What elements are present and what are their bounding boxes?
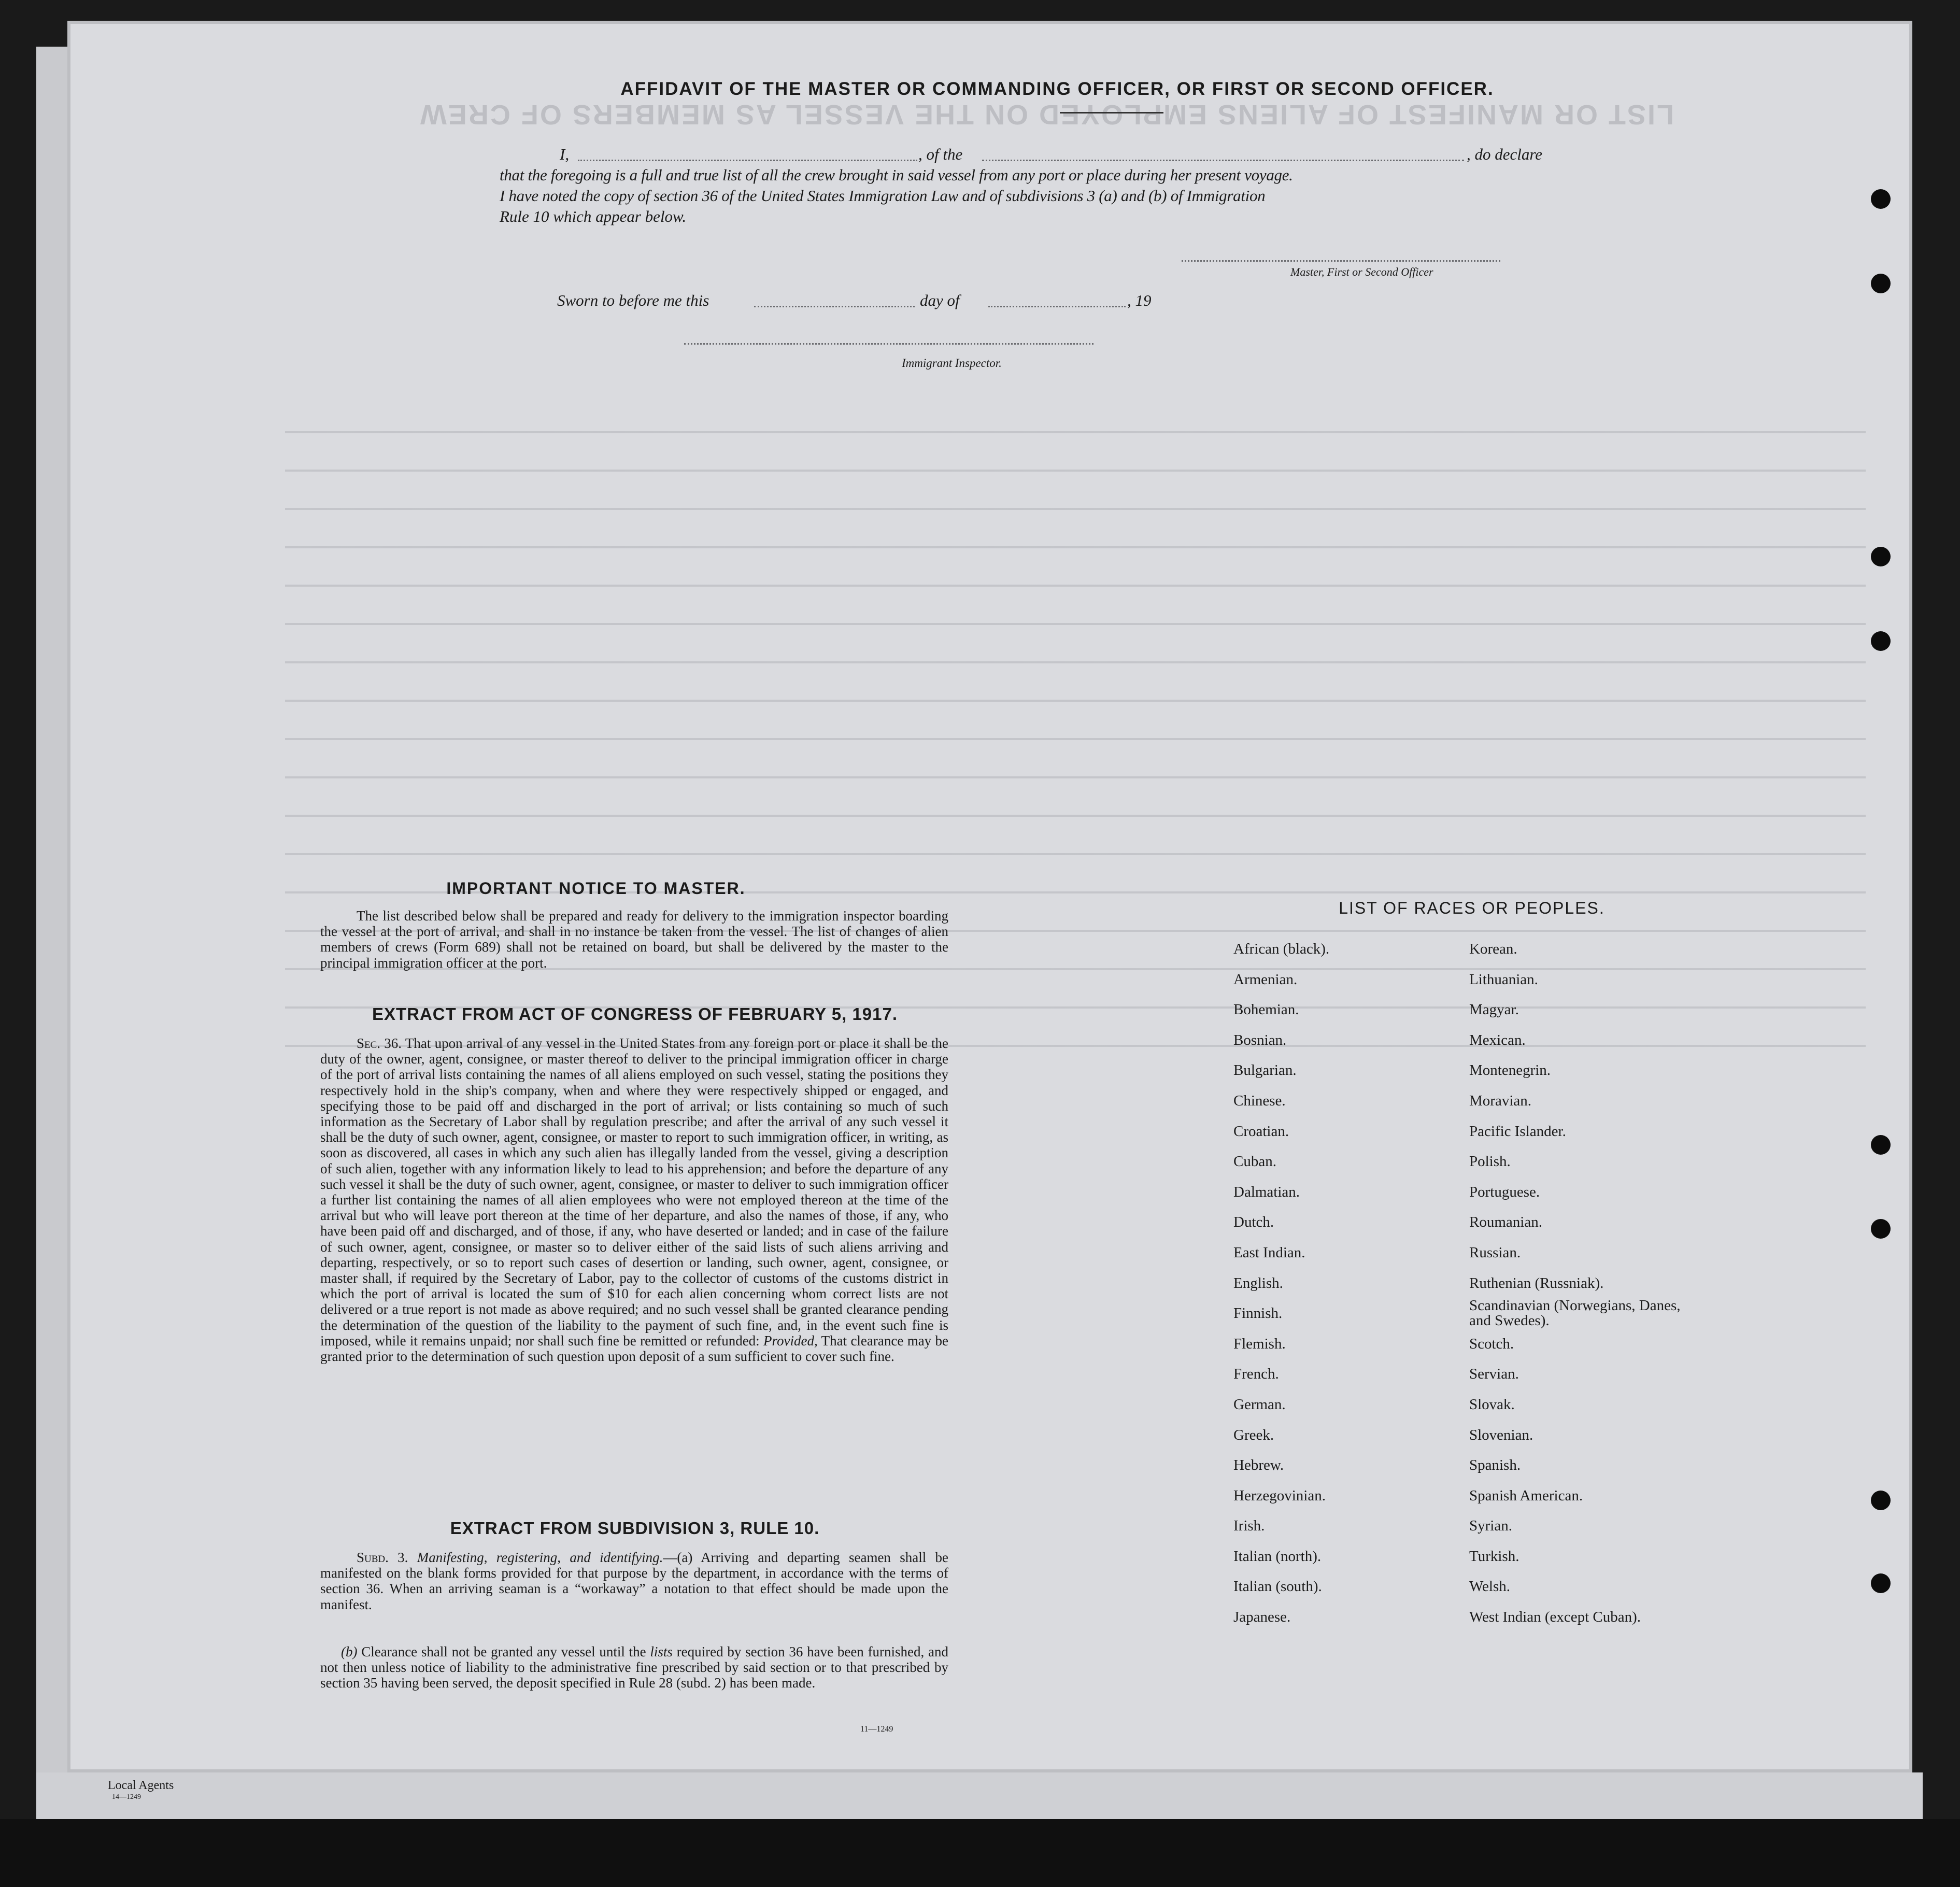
affidavit-i-label: I, [560,145,570,163]
binder-hole [1871,1573,1891,1593]
race-item: Croatian. [1233,1123,1289,1140]
race-item: East Indian. [1233,1244,1305,1261]
race-item: Servian. [1469,1366,1519,1383]
act-title: EXTRACT FROM ACT OF CONGRESS OF FEBRUARY 5, 1917. [372,1004,898,1024]
race-item: Slovak. [1469,1396,1515,1413]
rule-text-b [320,1644,948,1691]
affidavit-line-3: I have noted the copy of section 36 of the United States Immigration Law and of subdivisions 3 (a) and (b) of Immigration [500,187,1266,205]
sworn-month-line [988,306,1126,307]
race-item: Spanish. [1469,1457,1521,1474]
race-item: Cuban. [1233,1153,1276,1170]
rule-a-label: —(a) [663,1550,693,1565]
race-item: Japanese. [1233,1609,1291,1626]
sworn-label: Sworn to before me this [557,291,709,309]
race-item: Dutch. [1233,1214,1274,1231]
affidavit-name-line [578,160,917,161]
act-body-end: That clearance may be granted prior to the determination of such question upon deposit of a sum sufficient to cover such fine. [320,1332,949,1365]
affidavit-vessel-line [982,160,1464,161]
affidavit-title: AFFIDAVIT OF THE MASTER OR COMMANDING OFFICER, OR FIRST OR SECOND OFFICER. [620,79,1494,99]
manifest-page [67,21,1912,1772]
race-item: Slovenian. [1469,1426,1533,1443]
race-item: African (black). [1233,941,1330,957]
inspector-signature-label: Immigrant Inspector. [902,357,1002,370]
scan-border [0,1819,1960,1887]
binder-hole [1871,189,1891,209]
affidavit-do-declare: , do declare [1467,145,1543,163]
race-item: Italian (south). [1233,1578,1322,1595]
race-item: Roumanian. [1469,1214,1542,1231]
race-item: Armenian. [1233,971,1298,988]
race-item: English. [1233,1274,1283,1292]
affidavit-of-the: , of the [918,145,963,163]
binder-hole [1871,1135,1891,1155]
day-of-label: day of [920,291,960,309]
race-item: Bosnian. [1233,1031,1287,1048]
race-item: Korean. [1469,941,1517,957]
race-item: Spanish American. [1469,1487,1583,1504]
race-item: Moravian. [1469,1092,1531,1109]
binder-hole [1871,1219,1891,1239]
rule-text-a [320,1550,948,1612]
race-item: Finnish. [1233,1305,1283,1322]
inspector-signature-line [684,343,1093,345]
race-item: German. [1233,1396,1286,1413]
rule-a-text: Arriving and departing seamen shall be manifested on the blank forms provided for that purpose by the department, in accordance with the terms of section 36. When an arriving seaman is a “workaway” a notation to that effect should be made upon the manifest. [320,1550,949,1612]
bleed-through-header: LIST OR MANIFEST OF ALIENS EMPLOYED ON THE VESSEL AS MEMBERS OF CREW [418,99,1674,130]
race-item: Mexican. [1469,1031,1526,1048]
race-item: Welsh. [1469,1578,1511,1595]
race-item: Pacific Islander. [1469,1123,1566,1140]
race-item: Montenegrin. [1469,1062,1551,1079]
races-left-column [1233,934,1456,1633]
race-item: Turkish. [1469,1548,1519,1565]
race-item: Bulgarian. [1233,1062,1297,1079]
binder-hole [1871,1491,1891,1510]
race-item: Scandinavian (Norwegians, Danes, and Swedes). [1469,1297,1681,1329]
rule-heading: Manifesting, registering, and identifying. [417,1550,663,1565]
rule-title: EXTRACT FROM SUBDIVISION 3, RULE 10. [450,1519,820,1538]
rule-b-lists: lists [650,1644,673,1659]
master-signature-line [1182,260,1500,262]
bottom-sheet-edge [36,1772,1923,1819]
sworn-line [557,291,1179,312]
master-signature-label: Master, First or Second Officer [1290,265,1433,278]
race-item: Hebrew. [1233,1457,1284,1474]
affidavit-line-4: Rule 10 which appear below. [500,207,687,225]
act-sec-label: Sec. 36. [357,1035,402,1051]
race-item: Bohemian. [1233,1001,1299,1018]
races-title: LIST OF RACES OR PEOPLES. [1339,899,1605,917]
race-item: Herzegovinian. [1233,1487,1326,1504]
binder-hole [1871,274,1891,293]
race-item: Italian (north). [1233,1548,1322,1565]
act-body: That upon arrival of any vessel in the United States from any foreign port or place it shall be the duty of the owner, agent, consignee, or master thereof to deliver to the principal immigration officer in charge of the port of arrival lists containing the names of all aliens employed on such vessel, stating the positions they respectively hold in the ship's company, when and where they were respectively shipped or engaged, and specifying those to be paid off and discharged in the port of arrival; or lists containing so much of such information as the Secretary of Labor shall by regulation prescribe; and after the arrival of any such vessel it shall be the duty of such owner, agent, consignee, or master to report to such immigration officer, in writing, as soon as discovered, all cases in which any such alien has illegally landed from the vessel, giving a description of such alien, together with any information likely to lead to his apprehension; and before the departure of any such vessel it shall be the duty of such owner, agent, consignee, or master to deliver to such immigration officer a further list containing the names of all alien employees who were not employed thereon at the time of the arrival but who will leave port thereon at the time of her departure, and also the names of those, if any, who have been paid off and discharged, and of those, if any, who have deserted or landed; and in case of the failure of such owner, agent, consignee, or master so to deliver either of the said lists of such aliens arriving and departing, respectively, or so to report such cases of desertion or landing, such owner, agent, consignee, or master shall, if required by the Secretary of Labor, pay to the collector of customs of the customs district in which the port of arrival is located the sum of $10 for each alien concerning whom correct lists are not delivered or a true report is not made as above required; and no such vessel shall be granted clearance pending the determination of the question of the liability to the payment of such fine, and, in the event such fine is imposed, while it remains unpaid; nor shall such fine be remitted or refunded: [320,1035,949,1349]
race-item: Chinese. [1233,1092,1286,1109]
affidavit-line-2: that the foregoing is a full and true list of all the crew brought in said vessel from any port or place during her present voyage. [500,166,1293,184]
race-item: French. [1233,1366,1279,1383]
local-agents-label: Local Agents [108,1779,174,1792]
race-item: Portuguese. [1469,1183,1540,1200]
race-item: Ruthenian (Russniak). [1469,1274,1604,1292]
act-text [320,1035,948,1364]
rule-b-label: (b) [341,1644,358,1659]
race-item: Russian. [1469,1244,1521,1261]
race-item: Scotch. [1469,1335,1514,1352]
binder-hole [1871,547,1891,566]
title-underline [1060,112,1163,113]
race-item: Syrian. [1469,1517,1512,1535]
race-item: West Indian (except Cuban). [1469,1609,1641,1626]
race-item: Flemish. [1233,1335,1286,1352]
race-item: Dalmatian. [1233,1183,1300,1200]
local-agents-code: 14—1249 [112,1793,141,1801]
race-item: Greek. [1233,1426,1274,1443]
rule-b-text-1: Clearance shall not be granted any vessel until the [361,1644,646,1659]
race-item: Magyar. [1469,1001,1519,1018]
sworn-day-line [754,306,915,307]
notice-text: The list described below shall be prepared and ready for delivery to the immigration inspector boarding the vessel at the port of arrival, and shall in no instance be taken from the vessel. The list of changes of alien members of crews (Form 689) shall not be retained on board, but shall be delivered by the master to the principal immigration officer at the port. [320,908,948,971]
form-code: 11—1249 [860,1725,893,1734]
notice-title: IMPORTANT NOTICE TO MASTER. [446,879,746,898]
race-item: Polish. [1469,1153,1511,1170]
rule-b-text-2: required by section 36 have been furnished, and not then unless notice of liability to the administrative fine prescribed by said section or to that prescribed by section 35 having been served, the deposit specified in Rule 28 (subd. 2) has been made. [320,1644,949,1691]
race-item: Lithuanian. [1469,971,1538,988]
binder-hole [1871,631,1891,651]
races-right-column [1469,934,1739,1633]
race-item: Irish. [1233,1517,1265,1535]
year-label: , 19 [1127,291,1152,309]
rule-subd-label: Subd. 3. [357,1550,408,1565]
act-provided: Provided, [763,1332,818,1349]
